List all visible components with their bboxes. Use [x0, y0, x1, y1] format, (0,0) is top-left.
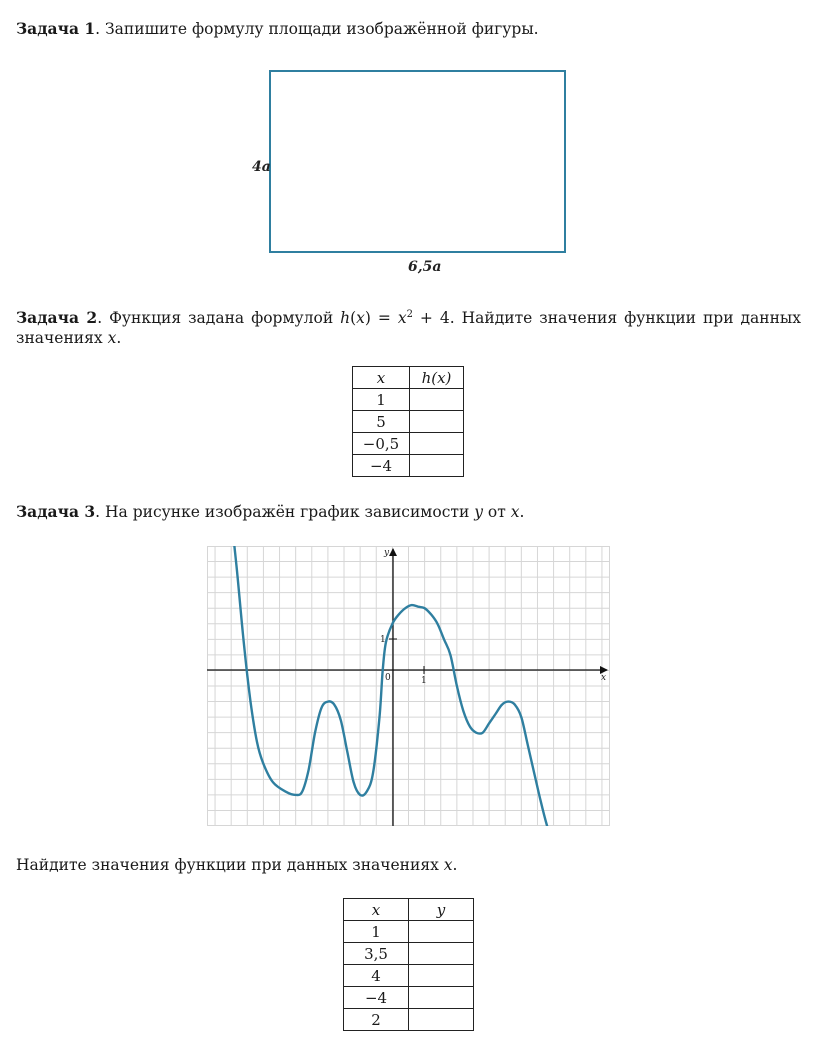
task2-rhs-tail: + 4. Найдите значения функции при данных: [412, 309, 802, 328]
table-header-row: [344, 899, 474, 921]
rectangle-figure: [0, 0, 815, 290]
graph-grid: [207, 546, 610, 826]
cell-x: −0,5: [353, 433, 410, 455]
rect-height-label: 4a: [252, 159, 271, 175]
cell-answer: [409, 1009, 474, 1031]
task3-followup-var: x: [443, 856, 453, 874]
task3-followup-end: .: [452, 856, 458, 874]
table-header-row: [353, 367, 464, 389]
task2-line2-prefix: значениях: [16, 329, 108, 347]
rectangle-shape: [270, 71, 565, 252]
x-unit-label: 1: [421, 676, 427, 686]
task2-rhs-var: x: [397, 309, 407, 328]
task2-line2: [16, 327, 121, 349]
task2-text-a: . Функция задана формулой: [97, 309, 341, 328]
table-row: [353, 411, 464, 433]
cell-x: −4: [353, 455, 410, 477]
rect-width-label: 6,5a: [408, 259, 442, 275]
cell-answer: [409, 921, 474, 943]
col-header-x: x: [353, 367, 410, 389]
task2-line2-var: x: [107, 329, 117, 347]
cell-x: 1: [353, 389, 410, 411]
task3-text-b: от: [482, 503, 511, 521]
cell-answer: [409, 987, 474, 1009]
table-row: [344, 943, 474, 965]
task3-followup-text: Найдите значения функции при данных значениях: [16, 856, 444, 874]
task3-var-y: y: [474, 503, 483, 521]
table-row: [353, 433, 464, 455]
table-row: [353, 455, 464, 477]
table-row: [353, 389, 464, 411]
cell-answer: [410, 433, 464, 455]
col-header-hx: h(x): [410, 367, 464, 389]
table-row: [344, 1009, 474, 1031]
task1-label: Задача 1: [16, 19, 96, 38]
y-axis-label: y: [384, 548, 390, 558]
y-unit-label: 1: [380, 635, 386, 645]
cell-answer: [410, 411, 464, 433]
col-header-y: y: [409, 899, 474, 921]
task3-followup: [16, 854, 457, 876]
table-row: [344, 965, 474, 987]
cell-x: 3,5: [344, 943, 409, 965]
col-header-x: x: [344, 899, 409, 921]
origin-label: 0: [385, 673, 391, 683]
cell-answer: [410, 455, 464, 477]
cell-answer: [409, 943, 474, 965]
task2-label: Задача 2: [16, 308, 98, 328]
function-graph: [207, 546, 610, 826]
cell-x: 2: [344, 1009, 409, 1031]
table-row: [344, 987, 474, 1009]
task2-line1: Задача 2. Функция задана формулой $h(x) = x^2 + 4$. Найдите значения функции при данных: [16, 308, 802, 328]
task2-line2-end: .: [116, 329, 122, 347]
table-row: [344, 921, 474, 943]
task3-heading: [16, 501, 524, 523]
cell-answer: [409, 965, 474, 987]
cell-x: −4: [344, 987, 409, 1009]
task2-arg: x: [356, 309, 365, 328]
cell-x: 4: [344, 965, 409, 987]
cell-x: 1: [344, 921, 409, 943]
task2-table: [352, 366, 464, 477]
cell-answer: [410, 389, 464, 411]
task1-text: . Запишите формулу площади изображённой фигуры.: [95, 20, 539, 38]
task3-var-x: x: [510, 503, 520, 521]
task3-text-c: .: [519, 503, 525, 521]
task3-label: Задача 3: [16, 502, 96, 521]
cell-x: 5: [353, 411, 410, 433]
task3-text-a: . На рисунке изображён график зависимости: [95, 503, 475, 521]
x-axis-label: x: [601, 673, 607, 683]
task2-fn: h: [340, 309, 351, 328]
task3-table: [343, 898, 474, 1031]
